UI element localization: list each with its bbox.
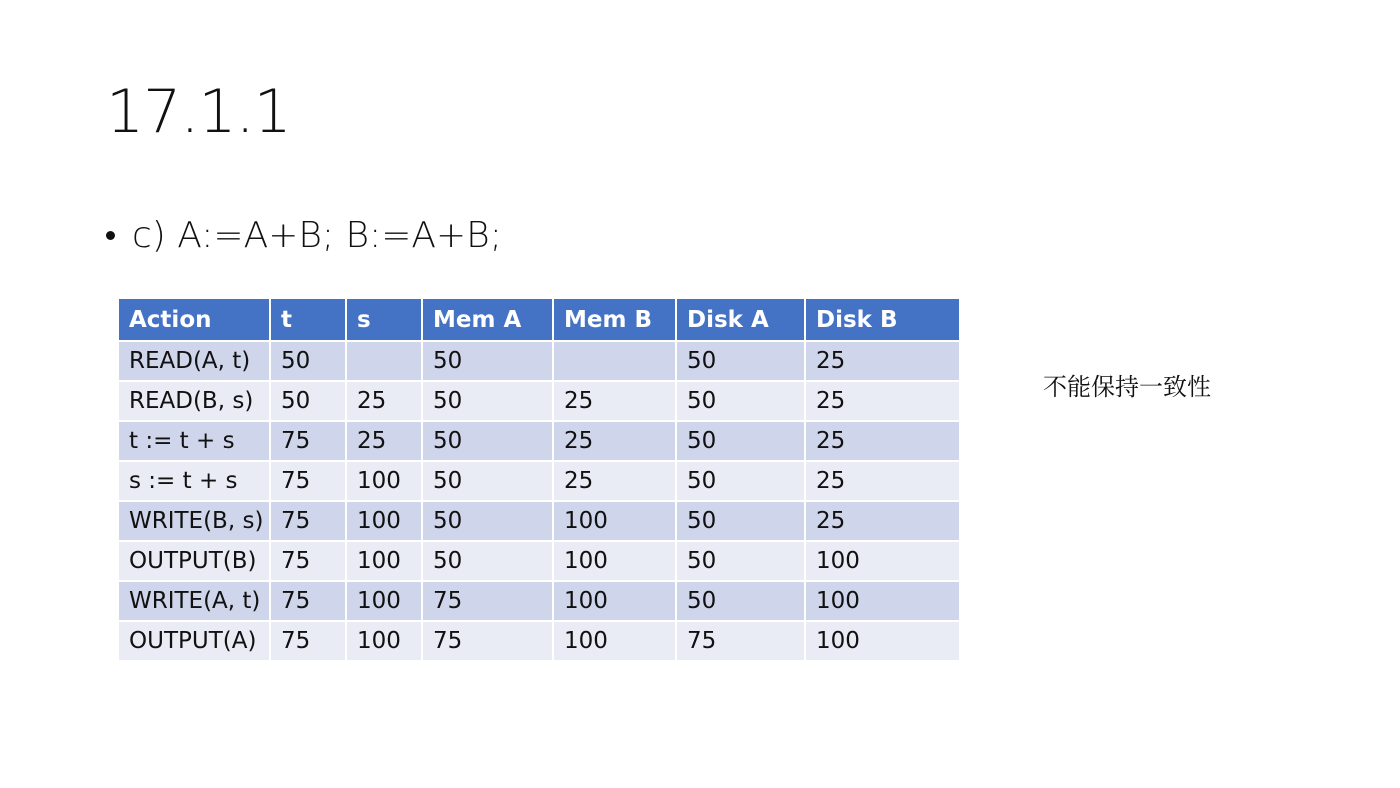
header-action: Action bbox=[118, 298, 270, 341]
cell-disk-a: 50 bbox=[676, 501, 805, 541]
bullet-item bbox=[106, 210, 502, 260]
table-row bbox=[118, 621, 960, 661]
cell-mem-a: 50 bbox=[422, 381, 553, 421]
cell-s: 100 bbox=[346, 501, 422, 541]
cell-disk-a: 50 bbox=[676, 541, 805, 581]
cell-action: WRITE(A, t) bbox=[118, 581, 270, 621]
cell-mem-b: 100 bbox=[553, 621, 676, 661]
cell-disk-a: 50 bbox=[676, 381, 805, 421]
cell-mem-b: 100 bbox=[553, 541, 676, 581]
cell-mem-a: 50 bbox=[422, 541, 553, 581]
cell-s: 100 bbox=[346, 581, 422, 621]
cell-mem-b: 100 bbox=[553, 501, 676, 541]
cell-mem-b: 25 bbox=[553, 421, 676, 461]
cell-disk-b: 25 bbox=[805, 381, 960, 421]
cell-s: 100 bbox=[346, 461, 422, 501]
cell-disk-b: 25 bbox=[805, 341, 960, 381]
cell-t: 75 bbox=[270, 421, 346, 461]
cell-action: OUTPUT(A) bbox=[118, 621, 270, 661]
cell-s: 25 bbox=[346, 381, 422, 421]
header-s: s bbox=[346, 298, 422, 341]
table-header-row bbox=[118, 298, 960, 341]
cell-disk-b: 100 bbox=[805, 541, 960, 581]
cell-mem-a: 75 bbox=[422, 621, 553, 661]
cell-mem-b: 25 bbox=[553, 461, 676, 501]
header-disk-b: Disk B bbox=[805, 298, 960, 341]
table-row bbox=[118, 541, 960, 581]
cell-disk-a: 50 bbox=[676, 581, 805, 621]
side-note: 不能保持一致性 bbox=[1043, 373, 1211, 401]
cell-disk-a: 75 bbox=[676, 621, 805, 661]
cell-action: WRITE(B, s) bbox=[118, 501, 270, 541]
cell-mem-a: 50 bbox=[422, 341, 553, 381]
cell-action: READ(A, t) bbox=[118, 341, 270, 381]
cell-disk-a: 50 bbox=[676, 421, 805, 461]
table-row bbox=[118, 461, 960, 501]
cell-disk-b: 25 bbox=[805, 501, 960, 541]
cell-s bbox=[346, 341, 422, 381]
cell-disk-a: 50 bbox=[676, 341, 805, 381]
log-table bbox=[117, 297, 961, 662]
table-row bbox=[118, 421, 960, 461]
table-row bbox=[118, 581, 960, 621]
slide-title: 17.1.1 bbox=[106, 77, 291, 147]
cell-t: 75 bbox=[270, 541, 346, 581]
table-row bbox=[118, 381, 960, 421]
cell-disk-b: 100 bbox=[805, 621, 960, 661]
table-row bbox=[118, 341, 960, 381]
header-disk-a: Disk A bbox=[676, 298, 805, 341]
cell-disk-b: 25 bbox=[805, 421, 960, 461]
cell-mem-a: 75 bbox=[422, 581, 553, 621]
cell-disk-a: 50 bbox=[676, 461, 805, 501]
cell-t: 75 bbox=[270, 581, 346, 621]
cell-t: 75 bbox=[270, 461, 346, 501]
cell-mem-a: 50 bbox=[422, 461, 553, 501]
cell-disk-b: 25 bbox=[805, 461, 960, 501]
header-t: t bbox=[270, 298, 346, 341]
header-mem-b: Mem B bbox=[553, 298, 676, 341]
cell-action: s := t + s bbox=[118, 461, 270, 501]
bullet-text: c) A:=A+B; B:=A+B; bbox=[132, 214, 502, 256]
cell-action: READ(B, s) bbox=[118, 381, 270, 421]
cell-disk-b: 100 bbox=[805, 581, 960, 621]
cell-t: 75 bbox=[270, 501, 346, 541]
cell-action: OUTPUT(B) bbox=[118, 541, 270, 581]
cell-action: t := t + s bbox=[118, 421, 270, 461]
cell-mem-a: 50 bbox=[422, 501, 553, 541]
cell-t: 75 bbox=[270, 621, 346, 661]
cell-mem-b bbox=[553, 341, 676, 381]
cell-mem-a: 50 bbox=[422, 421, 553, 461]
cell-s: 100 bbox=[346, 541, 422, 581]
cell-mem-b: 25 bbox=[553, 381, 676, 421]
bullet-dot-icon bbox=[106, 231, 115, 240]
cell-t: 50 bbox=[270, 341, 346, 381]
cell-mem-b: 100 bbox=[553, 581, 676, 621]
table-row bbox=[118, 501, 960, 541]
cell-s: 100 bbox=[346, 621, 422, 661]
header-mem-a: Mem A bbox=[422, 298, 553, 341]
cell-t: 50 bbox=[270, 381, 346, 421]
cell-s: 25 bbox=[346, 421, 422, 461]
